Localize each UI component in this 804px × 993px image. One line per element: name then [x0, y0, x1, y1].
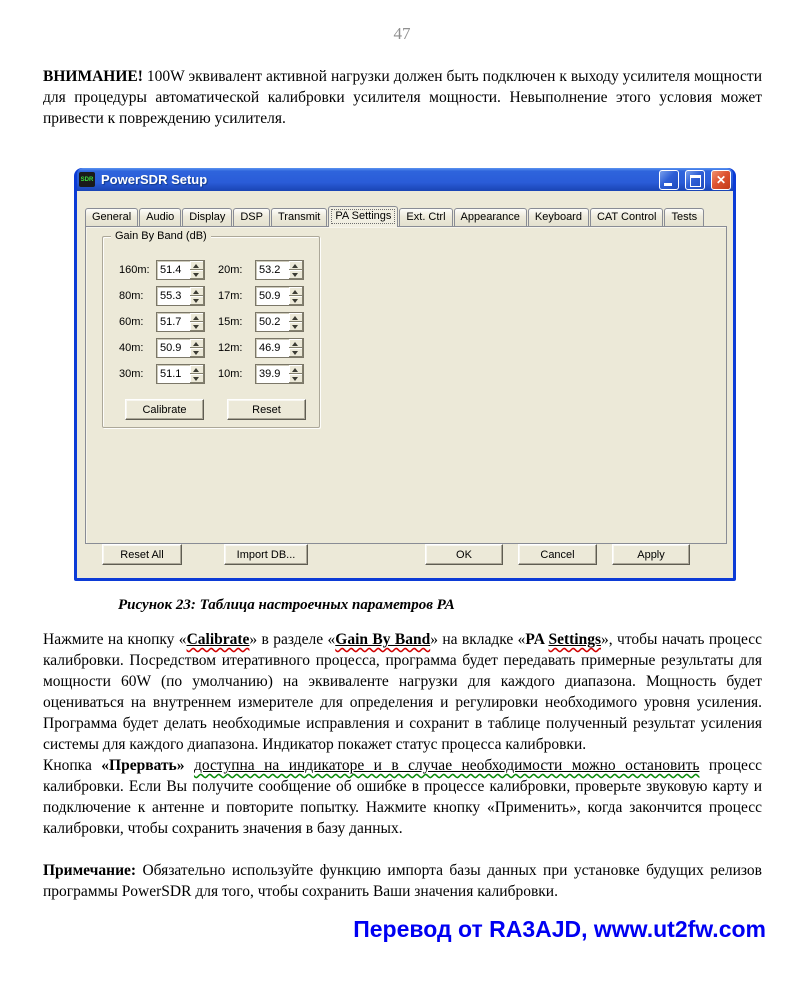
tab-pa-settings[interactable]: PA Settings — [328, 206, 398, 227]
text-run: » в разделе « — [249, 631, 336, 648]
gain-spinner-15m[interactable] — [255, 312, 304, 332]
reset-button[interactable]: Reset — [227, 399, 306, 420]
gain-value: 50.9 — [259, 290, 281, 302]
text-run: », чтобы начать процесс калибровки. Посредством итеративного процесса, программа будет передавать примерные результаты для мощности 60W (по умолчанию) на эквиваленте нагрузки для каждого диапазона. Мощность будет оцениваться на внутреннем измерителе для определения и регулировки необходимого уровня усиления. Программа будет делать необходимые исправления и сохранит в таблице полученный результат усиления системы для каждого диапазона. Индикатор покажет статус процесса калибровки. — [43, 631, 763, 753]
misspelled-text: доступна на индикаторе и в случае необходимости можно остановить — [193, 757, 700, 774]
text-run: 100W эквивалент активной нагрузки должен быть подключен к выходу усилителя мощности для процедуры автоматической калибровки усилителя мощности. Невыполнение этого условия может привести к повреждению усилителя. — [43, 68, 762, 127]
calibrate-paragraph — [43, 629, 762, 755]
band-label: 20m: — [218, 264, 243, 276]
apply-button[interactable]: Apply — [612, 544, 690, 565]
tab-cat-control[interactable]: CAT Control — [590, 208, 664, 226]
band-row — [119, 260, 205, 280]
band-row — [218, 286, 304, 306]
spin-down-button[interactable] — [289, 296, 303, 305]
gain-spinner-30m[interactable] — [156, 364, 205, 384]
band-label: 17m: — [218, 290, 243, 302]
tab-audio[interactable]: Audio — [139, 208, 181, 226]
text-run: Кнопка — [43, 757, 102, 774]
reset-all-button[interactable]: Reset All — [102, 544, 182, 565]
gain-spinner-20m[interactable] — [255, 260, 304, 280]
window-title: PowerSDR Setup — [101, 172, 208, 187]
gain-value: 53.2 — [259, 264, 281, 276]
emphasized-text: Примечание: — [43, 862, 137, 879]
abort-paragraph — [43, 755, 762, 839]
close-button[interactable]: ✕ — [711, 170, 731, 190]
spin-up-button[interactable] — [190, 261, 204, 270]
tab-general[interactable]: General — [85, 208, 138, 226]
gain-value: 46.9 — [259, 342, 281, 354]
powersdr-logo-icon: SDR — [79, 172, 95, 187]
cancel-button[interactable]: Cancel — [518, 544, 597, 565]
spin-down-button[interactable] — [190, 348, 204, 357]
band-row — [119, 312, 205, 332]
emphasized-text — [187, 631, 250, 648]
gain-value: 39.9 — [259, 368, 281, 380]
band-label: 60m: — [119, 316, 144, 328]
page-number: 47 — [393, 24, 411, 43]
band-row — [119, 364, 205, 384]
gain-value: 51.1 — [160, 368, 182, 380]
pa-settings-tab-page — [85, 226, 727, 544]
text-run: процесс калибровки. Если Вы получите сообщение об ошибке в процессе калибровки, проверьте звуковую карту и подключение к антенне и повторите попытку. Нажмите кнопку «Применить», когда закончится процесс калибровки, чтобы сохранить значения в базу данных. — [43, 757, 763, 837]
band-label: 30m: — [119, 368, 144, 380]
maximize-button[interactable] — [685, 170, 705, 190]
spin-down-button[interactable] — [190, 374, 204, 383]
text-run: » на вкладке « — [430, 631, 526, 648]
spin-up-button[interactable] — [289, 287, 303, 296]
tab-ext-ctrl[interactable]: Ext. Ctrl — [399, 208, 452, 226]
warning-paragraph — [43, 66, 762, 129]
band-row — [119, 286, 205, 306]
tab-appearance[interactable]: Appearance — [454, 208, 527, 226]
emphasized-text: PA — [525, 631, 549, 648]
gain-value: 50.9 — [160, 342, 182, 354]
band-row — [218, 338, 304, 358]
band-column-2 — [218, 260, 304, 384]
groupbox-title: Gain By Band (dB) — [111, 230, 211, 243]
text-run — [194, 757, 699, 774]
band-label: 80m: — [119, 290, 144, 302]
gain-value: 50.2 — [259, 316, 281, 328]
band-label: 160m: — [119, 264, 150, 276]
band-label: 10m: — [218, 368, 243, 380]
spin-down-button[interactable] — [190, 270, 204, 279]
spin-up-button[interactable] — [190, 313, 204, 322]
translator-credit: Перевод от RA3AJD, www.ut2fw.com — [353, 916, 766, 942]
misspelled-text: Settings — [548, 631, 602, 648]
text-run — [185, 757, 194, 774]
band-row — [119, 338, 205, 358]
band-label: 12m: — [218, 342, 243, 354]
band-label: 40m: — [119, 342, 144, 354]
spin-up-button[interactable] — [289, 313, 303, 322]
import-db-button[interactable]: Import DB... — [224, 544, 308, 565]
tab-dsp[interactable]: DSP — [233, 208, 270, 226]
band-gain-grid — [119, 260, 304, 384]
gain-spinner-12m[interactable] — [255, 338, 304, 358]
spin-up-button[interactable] — [289, 261, 303, 270]
calibrate-button[interactable]: Calibrate — [125, 399, 204, 420]
gain-spinner-80m[interactable] — [156, 286, 205, 306]
tab-transmit[interactable]: Transmit — [271, 208, 327, 226]
gain-spinner-10m[interactable] — [255, 364, 304, 384]
gain-value: 51.7 — [160, 316, 182, 328]
text-run: Обязательно используйте функцию импорта базы данных при установке будущих релизов программы PowerSDR для того, чтобы сохранить Ваши значения калибровки. — [43, 862, 762, 900]
emphasized-text — [548, 631, 601, 648]
gain-value: 51.4 — [160, 264, 182, 276]
ok-button[interactable]: OK — [425, 544, 503, 565]
minimize-button[interactable] — [659, 170, 679, 190]
gain-spinner-40m[interactable] — [156, 338, 205, 358]
emphasized-text — [335, 631, 430, 648]
spin-up-button[interactable] — [190, 339, 204, 348]
figure-caption: Рисунок 23: Таблица настроечных параметров PA — [118, 597, 455, 613]
gain-spinner-60m[interactable] — [156, 312, 205, 332]
band-row — [218, 312, 304, 332]
spin-up-button[interactable] — [190, 287, 204, 296]
gain-by-band-groupbox — [102, 230, 320, 428]
powersdr-setup-window — [74, 168, 736, 581]
title-bar[interactable] — [77, 168, 733, 191]
gain-spinner-17m[interactable] — [255, 286, 304, 306]
spin-up-button[interactable] — [289, 339, 303, 348]
tab-keyboard[interactable]: Keyboard — [528, 208, 589, 226]
misspelled-text: Gain By Band — [335, 631, 431, 648]
tab-display[interactable]: Display — [182, 208, 232, 226]
band-label: 15m: — [218, 316, 243, 328]
spin-down-button[interactable] — [289, 348, 303, 357]
spin-down-button[interactable] — [190, 322, 204, 331]
tab-tests[interactable]: Tests — [664, 208, 704, 226]
gain-value: 55.3 — [160, 290, 182, 302]
note-paragraph — [43, 860, 762, 902]
band-row — [218, 364, 304, 384]
spin-down-button[interactable] — [289, 374, 303, 383]
spin-down-button[interactable] — [289, 322, 303, 331]
spin-up-button[interactable] — [190, 365, 204, 374]
text-run: Нажмите на кнопку « — [43, 631, 187, 648]
emphasized-text: «Прервать» — [101, 757, 185, 774]
misspelled-text: Calibrate — [186, 631, 250, 648]
gain-spinner-160m[interactable] — [156, 260, 205, 280]
tab-strip — [85, 205, 727, 226]
body-text — [43, 629, 762, 902]
band-column-1 — [119, 260, 205, 384]
band-row — [218, 260, 304, 280]
spin-down-button[interactable] — [289, 270, 303, 279]
spin-down-button[interactable] — [190, 296, 204, 305]
spin-up-button[interactable] — [289, 365, 303, 374]
emphasized-text: ВНИМАНИЕ! — [43, 68, 143, 85]
dialog-client-area — [77, 191, 733, 578]
